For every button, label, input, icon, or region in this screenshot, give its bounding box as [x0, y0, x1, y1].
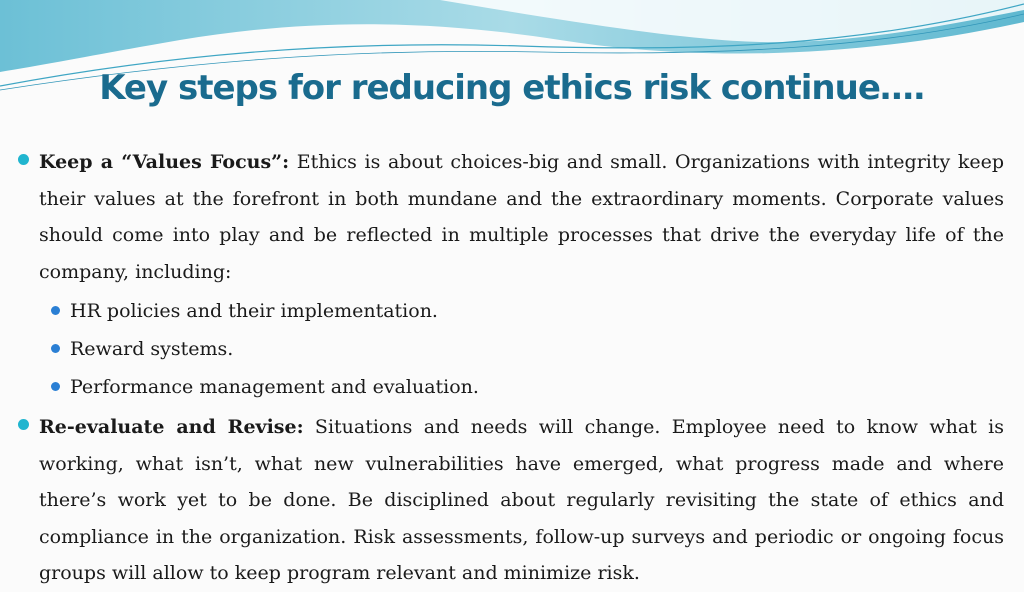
sub-item-performance: Performance management and evaluation.	[70, 376, 479, 398]
bullet-label: Keep a “Values Focus”:	[39, 151, 290, 173]
bullet-text: Situations and needs will change. Employee need to know what is working, what isn’t, what new vulnerabilities have emerged, what progress made and where there’s work yet to be done. Be disciplined about regularly revisiting the state of ethics and compliance in the organization. Risk assessments, follow-up surveys and periodic or ongoing focus groups will allow to keep program relevant and minimize risk.	[39, 416, 1004, 584]
bullet-icon	[18, 419, 29, 430]
bullet-values-focus	[39, 144, 1004, 290]
bullet-re-evaluate	[39, 409, 1004, 592]
sub-bullet-icon	[51, 344, 60, 353]
sub-item-reward: Reward systems.	[70, 338, 234, 360]
sub-item-hr: HR policies and their implementation.	[70, 300, 438, 322]
bullet-icon	[18, 154, 29, 165]
bullet-label: Re-evaluate and Revise:	[39, 416, 304, 438]
sub-bullet-icon	[51, 306, 60, 315]
slide-title: Key steps for reducing ethics risk continue….	[99, 68, 925, 108]
bullet-text: Ethics is about choices-big and small. Organizations with integrity keep their values at the forefront in both mundane and the extraordinary moments. Corporate values should come into play and be reflected in multiple processes that drive the everyday life of the company, including:	[39, 151, 1004, 283]
sub-bullet-icon	[51, 382, 60, 391]
